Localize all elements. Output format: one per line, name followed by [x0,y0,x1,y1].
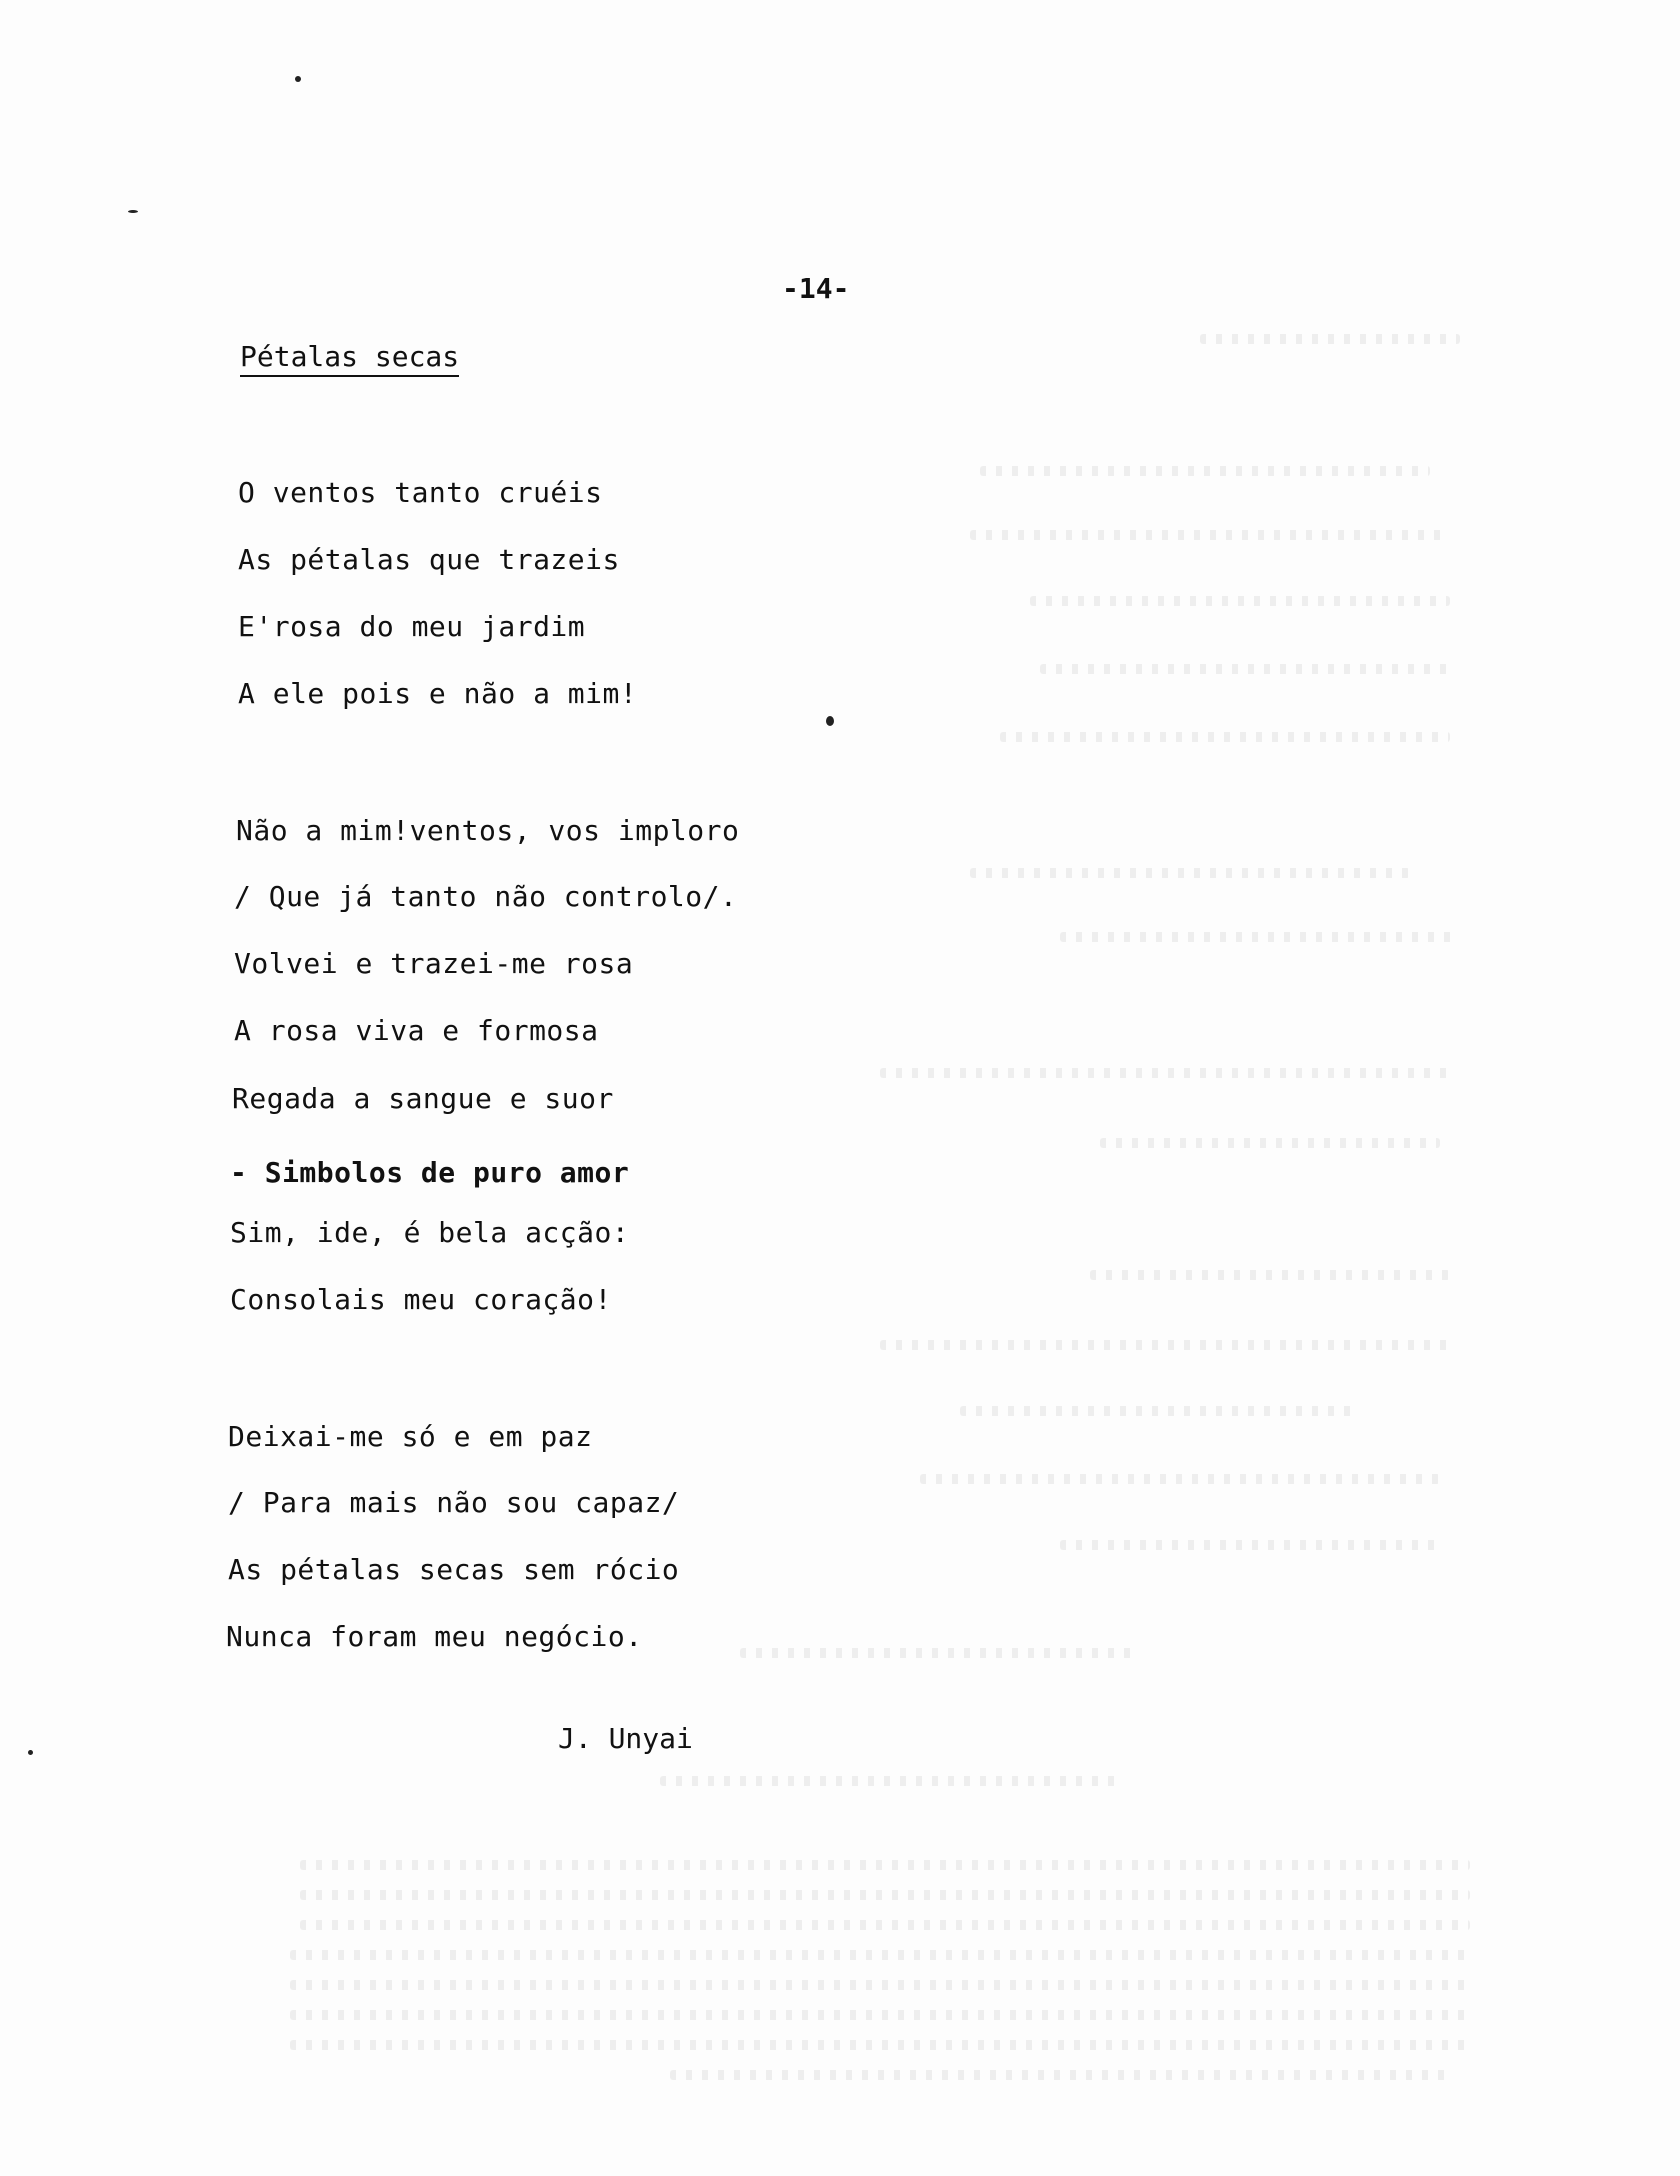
bleed-through-text [1000,732,1450,742]
poem-line: E'rosa do meu jardim [238,610,586,643]
poem-line: Volvei e trazei-me rosa [234,947,634,980]
poem-line: O ventos tanto cruéis [238,476,603,509]
bleed-through-text [970,530,1450,540]
bleed-through-text [1040,664,1450,674]
bleed-through-text [300,1890,1470,1900]
bleed-through-text [920,1474,1440,1484]
bleed-through-text [960,1406,1360,1416]
scan-speck [295,76,301,82]
poem-line: As pétalas secas sem rócio [228,1553,680,1586]
bleed-through-text [740,1648,1140,1658]
poem-line: - Simbolos de puro amor [230,1156,630,1189]
scan-speck [826,716,834,726]
bleed-through-text [880,1068,1450,1078]
poem-title: Pétalas secas [240,340,459,377]
bleed-through-text [290,1950,1470,1960]
poem-line: A rosa viva e formosa [234,1014,599,1047]
bleed-through-text [970,868,1410,878]
bleed-through-text [1090,1270,1450,1280]
poem-line: Deixai-me só e em paz [228,1420,593,1453]
poem-line: Sim, ide, é bela acção: [230,1216,630,1249]
scan-speck [28,1750,33,1755]
bleed-through-text [1200,334,1460,344]
bleed-through-text [660,1776,1120,1786]
poem-line: Consolais meu coração! [230,1283,612,1316]
bleed-through-text [670,2070,1450,2080]
bleed-through-text [1100,1138,1440,1148]
poem-line: Regada a sangue e suor [232,1082,614,1115]
page-number: -14- [782,272,850,305]
poem-line: As pétalas que trazeis [238,543,620,576]
scan-speck [128,210,138,213]
bleed-through-text [1060,1540,1440,1550]
bleed-through-text [290,2010,1470,2020]
bleed-through-text [290,1980,1470,1990]
poem-line: A ele pois e não a mim! [238,677,638,710]
bleed-through-text [300,1860,1470,1870]
bleed-through-text [1030,596,1450,606]
poem-line: / Que já tanto não controlo/. [234,880,738,913]
author-signature: J. Unyai [558,1722,693,1755]
bleed-through-text [1060,932,1460,942]
poem-line: Nunca foram meu negócio. [226,1620,643,1653]
bleed-through-text [290,2040,1470,2050]
bleed-through-text [880,1340,1450,1350]
poem-line: / Para mais não sou capaz/ [228,1486,680,1519]
bleed-through-text [300,1920,1470,1930]
bleed-through-text [980,466,1430,476]
poem-line: Não a mim!ventos, vos imploro [236,814,740,847]
